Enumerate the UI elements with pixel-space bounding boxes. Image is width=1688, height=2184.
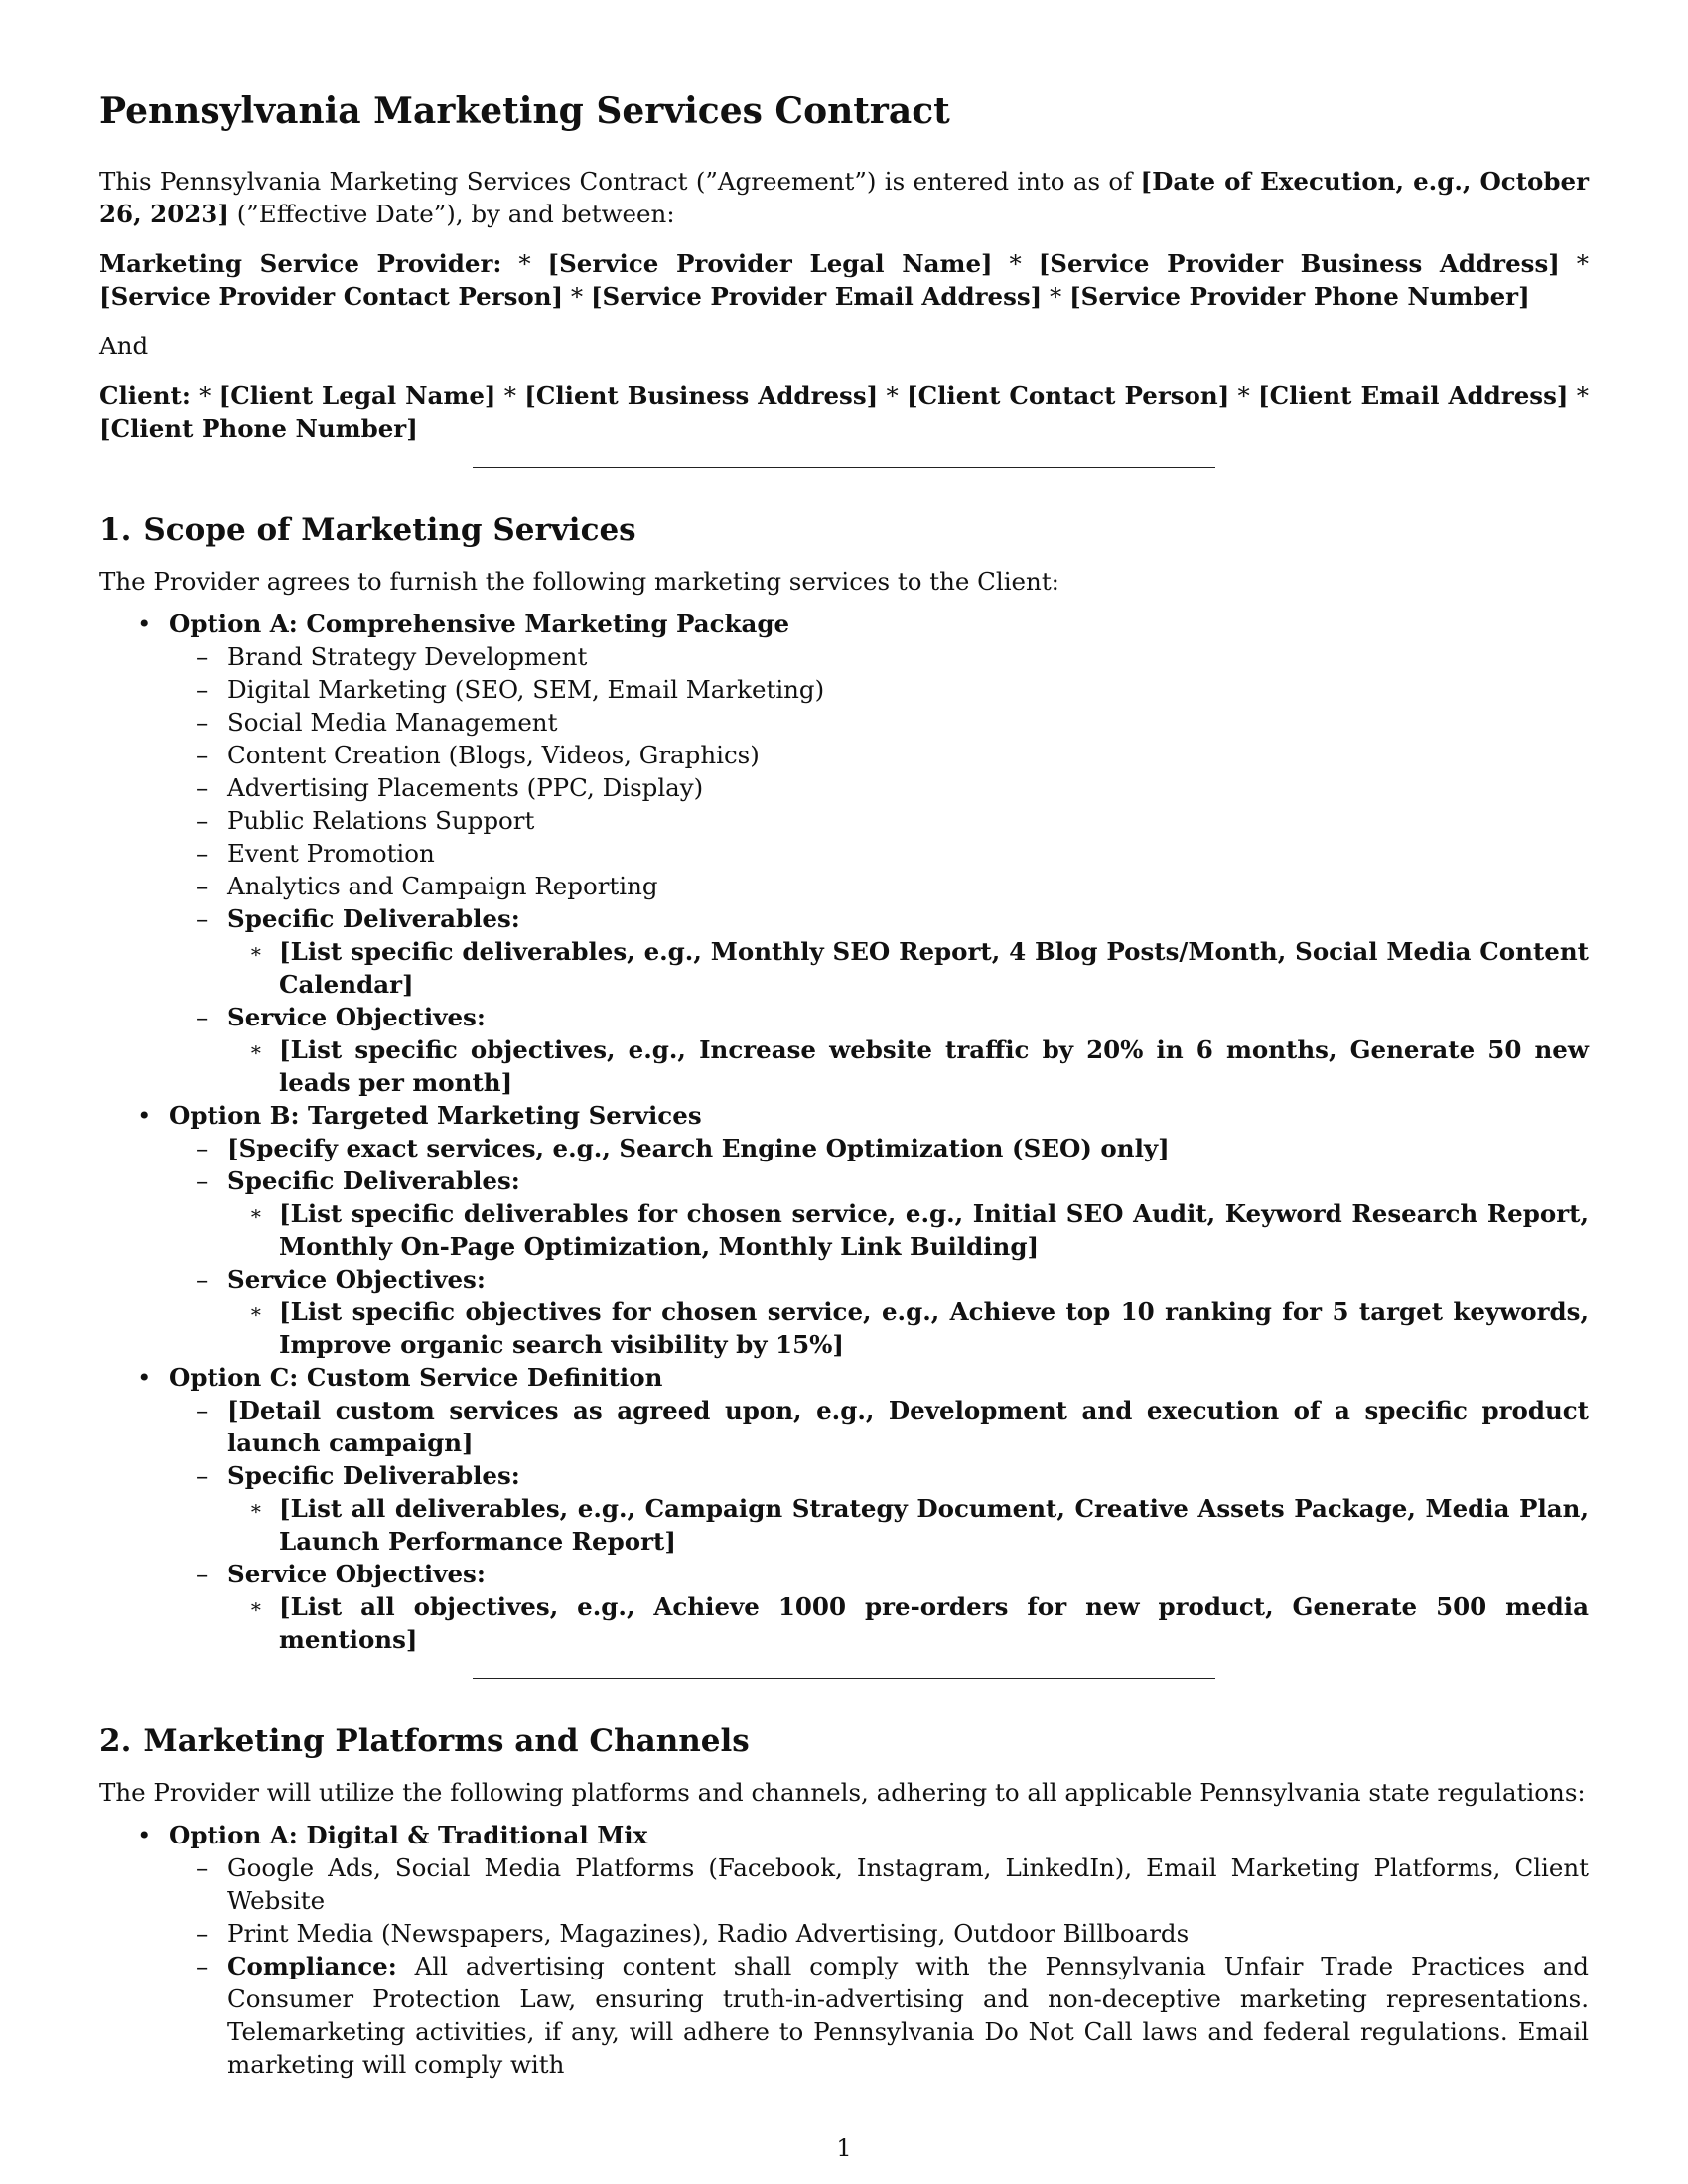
section-1-options [99, 608, 1589, 1656]
option-label: Option B: Targeted Marketing Services [169, 1101, 702, 1130]
dash-icon: – [196, 872, 209, 900]
list-item [99, 837, 1589, 870]
client-field: [Client Email Address] [1258, 381, 1569, 410]
provider-field: [Service Provider Legal Name] [547, 249, 993, 278]
asterisk-icon: ∗ [249, 1496, 263, 1520]
list-item [99, 673, 1589, 706]
list-item-text: Advertising Placements (PPC, Display) [227, 773, 704, 802]
document-page [99, 87, 1589, 2081]
section-number: 2. [99, 1723, 132, 1759]
deliverables-heading [99, 1164, 1589, 1197]
section-1-intro: The Provider agrees to furnish the following marketing services to the Client: [99, 567, 1059, 596]
document-title: Pennsylvania Marketing Services Contract [99, 90, 950, 132]
deliverables-label: Specific Deliverables: [227, 904, 520, 933]
dash-icon: – [196, 1952, 209, 1980]
option-label: Option C: Custom Service Definition [169, 1363, 663, 1392]
provider-field: [Service Provider Phone Number] [1069, 282, 1530, 311]
dash-icon: – [196, 1560, 209, 1588]
deliverables-item [99, 1492, 1589, 1558]
section-number: 1. [99, 512, 132, 548]
bullet-icon: • [137, 610, 152, 638]
client-label: Client: [99, 381, 191, 410]
asterisk-icon: ∗ [249, 939, 263, 963]
compliance-label: Compliance: [227, 1952, 397, 1980]
list-item-text: Event Promotion [227, 839, 435, 868]
client-field: [Client Legal Name] [218, 381, 496, 410]
option-label: Option A: Digital & Traditional Mix [169, 1821, 648, 1849]
list-item [99, 870, 1589, 902]
dash-icon: – [196, 741, 209, 769]
option-b [99, 1099, 1589, 1132]
client-field: [Client Phone Number] [99, 414, 418, 443]
objectives-heading [99, 1558, 1589, 1590]
and-text: And [99, 332, 149, 360]
services-text: [Specify exact services, e.g., Search Engine Optimization (SEO) only] [227, 1134, 1170, 1162]
objectives-label: Service Objectives: [227, 1560, 486, 1588]
list-item [99, 1917, 1589, 1950]
objectives-item [99, 1590, 1589, 1656]
dash-icon: – [196, 642, 209, 671]
dash-icon: – [196, 1919, 209, 1948]
dash-icon: – [196, 675, 209, 704]
objectives-text: [List specific objectives, e.g., Increase website traffic by 20% in 6 months, Generate 50 new leads per month] [279, 1035, 1589, 1097]
compliance-text: All advertising content shall comply with the Pennsylvania Unfair Trade Practices and Consumer Protection Law, ensuring truth-in-advertising and non-deceptive marketing representations. Telemarketing activities, if any, will adhere to Pennsylvania Do Not Call laws and federal regulations. Email marketing will comply with [227, 1952, 1589, 2079]
compliance-item [99, 1950, 1589, 2081]
dash-icon: – [196, 1853, 209, 1882]
objectives-text: [List all objectives, e.g., Achieve 1000 pre-orders for new product, Generate 500 media mentions] [279, 1592, 1589, 1654]
asterisk-icon: ∗ [249, 1201, 263, 1225]
deliverables-heading [99, 902, 1589, 935]
bullet-icon: • [137, 1363, 152, 1392]
section-2-intro: The Provider will utilize the following platforms and channels, adhering to all applicable Pennsylvania state regulations: [99, 1778, 1586, 1807]
dash-icon: – [196, 1461, 209, 1490]
list-item-text: Social Media Management [227, 708, 558, 737]
provider-field: [Service Provider Business Address] [1038, 249, 1560, 278]
deliverables-label: Specific Deliverables: [227, 1461, 520, 1490]
dash-icon: – [196, 773, 209, 802]
section-title: Scope of Marketing Services [143, 512, 636, 548]
option-label: Option A: Comprehensive Marketing Package [169, 610, 790, 638]
intro-text-end: (”Effective Date”), by and between: [228, 200, 675, 228]
dash-icon: – [196, 1396, 209, 1425]
execution-date-placeholder: [Date of Execution, e.g., October 26, 2023] [99, 167, 1589, 228]
intro-text: This Pennsylvania Marketing Services Contract (”Agreement”) is entered into as of [99, 167, 1141, 196]
option-a [99, 1819, 1589, 1851]
objectives-text: [List specific objectives for chosen service, e.g., Achieve top 10 ranking for 5 target keywords, Improve organic search visibility by 15%] [279, 1297, 1589, 1359]
deliverables-text: [List specific deliverables, e.g., Monthly SEO Report, 4 Blog Posts/Month, Social Media Content Calendar] [279, 937, 1589, 999]
list-item [99, 804, 1589, 837]
dash-icon: – [196, 1265, 209, 1294]
option-c [99, 1361, 1589, 1394]
objectives-item [99, 1033, 1589, 1099]
objectives-label: Service Objectives: [227, 1003, 486, 1031]
option-a [99, 608, 1589, 640]
asterisk-icon: ∗ [249, 1037, 263, 1061]
client-block: Client: * [Client Legal Name] * [Client Business Address] * [Client Contact Person] * [Client Email Address] * [Client Phone Number] [99, 381, 1589, 443]
services-text: [Detail custom services as agreed upon, e.g., Development and execution of a specific product launch campaign] [227, 1396, 1589, 1457]
provider-field: [Service Provider Email Address] [590, 282, 1043, 311]
asterisk-icon: ∗ [249, 1299, 263, 1323]
deliverables-item [99, 1197, 1589, 1263]
objectives-heading [99, 1263, 1589, 1296]
client-field: [Client Contact Person] [907, 381, 1230, 410]
list-item-text: Digital Marketing (SEO, SEM, Email Marketing) [227, 675, 825, 704]
dash-icon: – [196, 1003, 209, 1031]
provider-field: [Service Provider Contact Person] [99, 282, 564, 311]
list-item [99, 1394, 1589, 1459]
objectives-item [99, 1296, 1589, 1361]
list-item-text: Public Relations Support [227, 806, 535, 835]
list-item [99, 1851, 1589, 1917]
deliverables-item [99, 935, 1589, 1001]
intro-paragraph [99, 165, 1589, 230]
list-item-text: Brand Strategy Development [227, 642, 588, 671]
list-item [99, 706, 1589, 739]
page-number: 1 [836, 2134, 852, 2162]
horizontal-rule [473, 467, 1215, 468]
section-2-options [99, 1819, 1589, 2081]
provider-label: Marketing Service Provider: [99, 249, 502, 278]
deliverables-text: [List all deliverables, e.g., Campaign Strategy Document, Creative Assets Package, Media Plan, Launch Performance Report] [279, 1494, 1589, 1556]
bullet-icon: • [137, 1821, 152, 1849]
list-item-text: Analytics and Campaign Reporting [227, 872, 658, 900]
horizontal-rule [473, 1678, 1215, 1679]
list-item-text: Print Media (Newspapers, Magazines), Radio Advertising, Outdoor Billboards [227, 1919, 1190, 1948]
objectives-heading [99, 1001, 1589, 1033]
list-item [99, 771, 1589, 804]
deliverables-heading [99, 1459, 1589, 1492]
list-item [99, 1132, 1589, 1164]
deliverables-label: Specific Deliverables: [227, 1166, 520, 1195]
section-2-heading [99, 1720, 1589, 1762]
dash-icon: – [196, 1166, 209, 1195]
list-item [99, 640, 1589, 673]
client-field: [Client Business Address] [524, 381, 879, 410]
list-item [99, 739, 1589, 771]
list-item-text: Google Ads, Social Media Platforms (Facebook, Instagram, LinkedIn), Email Marketing Platforms, Client Website [227, 1853, 1589, 1915]
section-title: Marketing Platforms and Channels [143, 1723, 750, 1759]
deliverables-text: [List specific deliverables for chosen service, e.g., Initial SEO Audit, Keyword Research Report, Monthly On-Page Optimization, Monthly Link Building] [279, 1199, 1589, 1261]
dash-icon: – [196, 839, 209, 868]
list-item-text: Content Creation (Blogs, Videos, Graphics) [227, 741, 760, 769]
section-1-heading [99, 509, 1589, 551]
dash-icon: – [196, 806, 209, 835]
provider-block: Marketing Service Provider: * [Service Provider Legal Name] * [Service Provider Business Address] * [Service Provider Contact Person] * [Service Provider Email Address] * [Service Provider Phone Number] [99, 249, 1590, 311]
bullet-icon: • [137, 1101, 152, 1130]
dash-icon: – [196, 904, 209, 933]
dash-icon: – [196, 1134, 209, 1162]
objectives-label: Service Objectives: [227, 1265, 486, 1294]
asterisk-icon: ∗ [249, 1594, 263, 1618]
dash-icon: – [196, 708, 209, 737]
